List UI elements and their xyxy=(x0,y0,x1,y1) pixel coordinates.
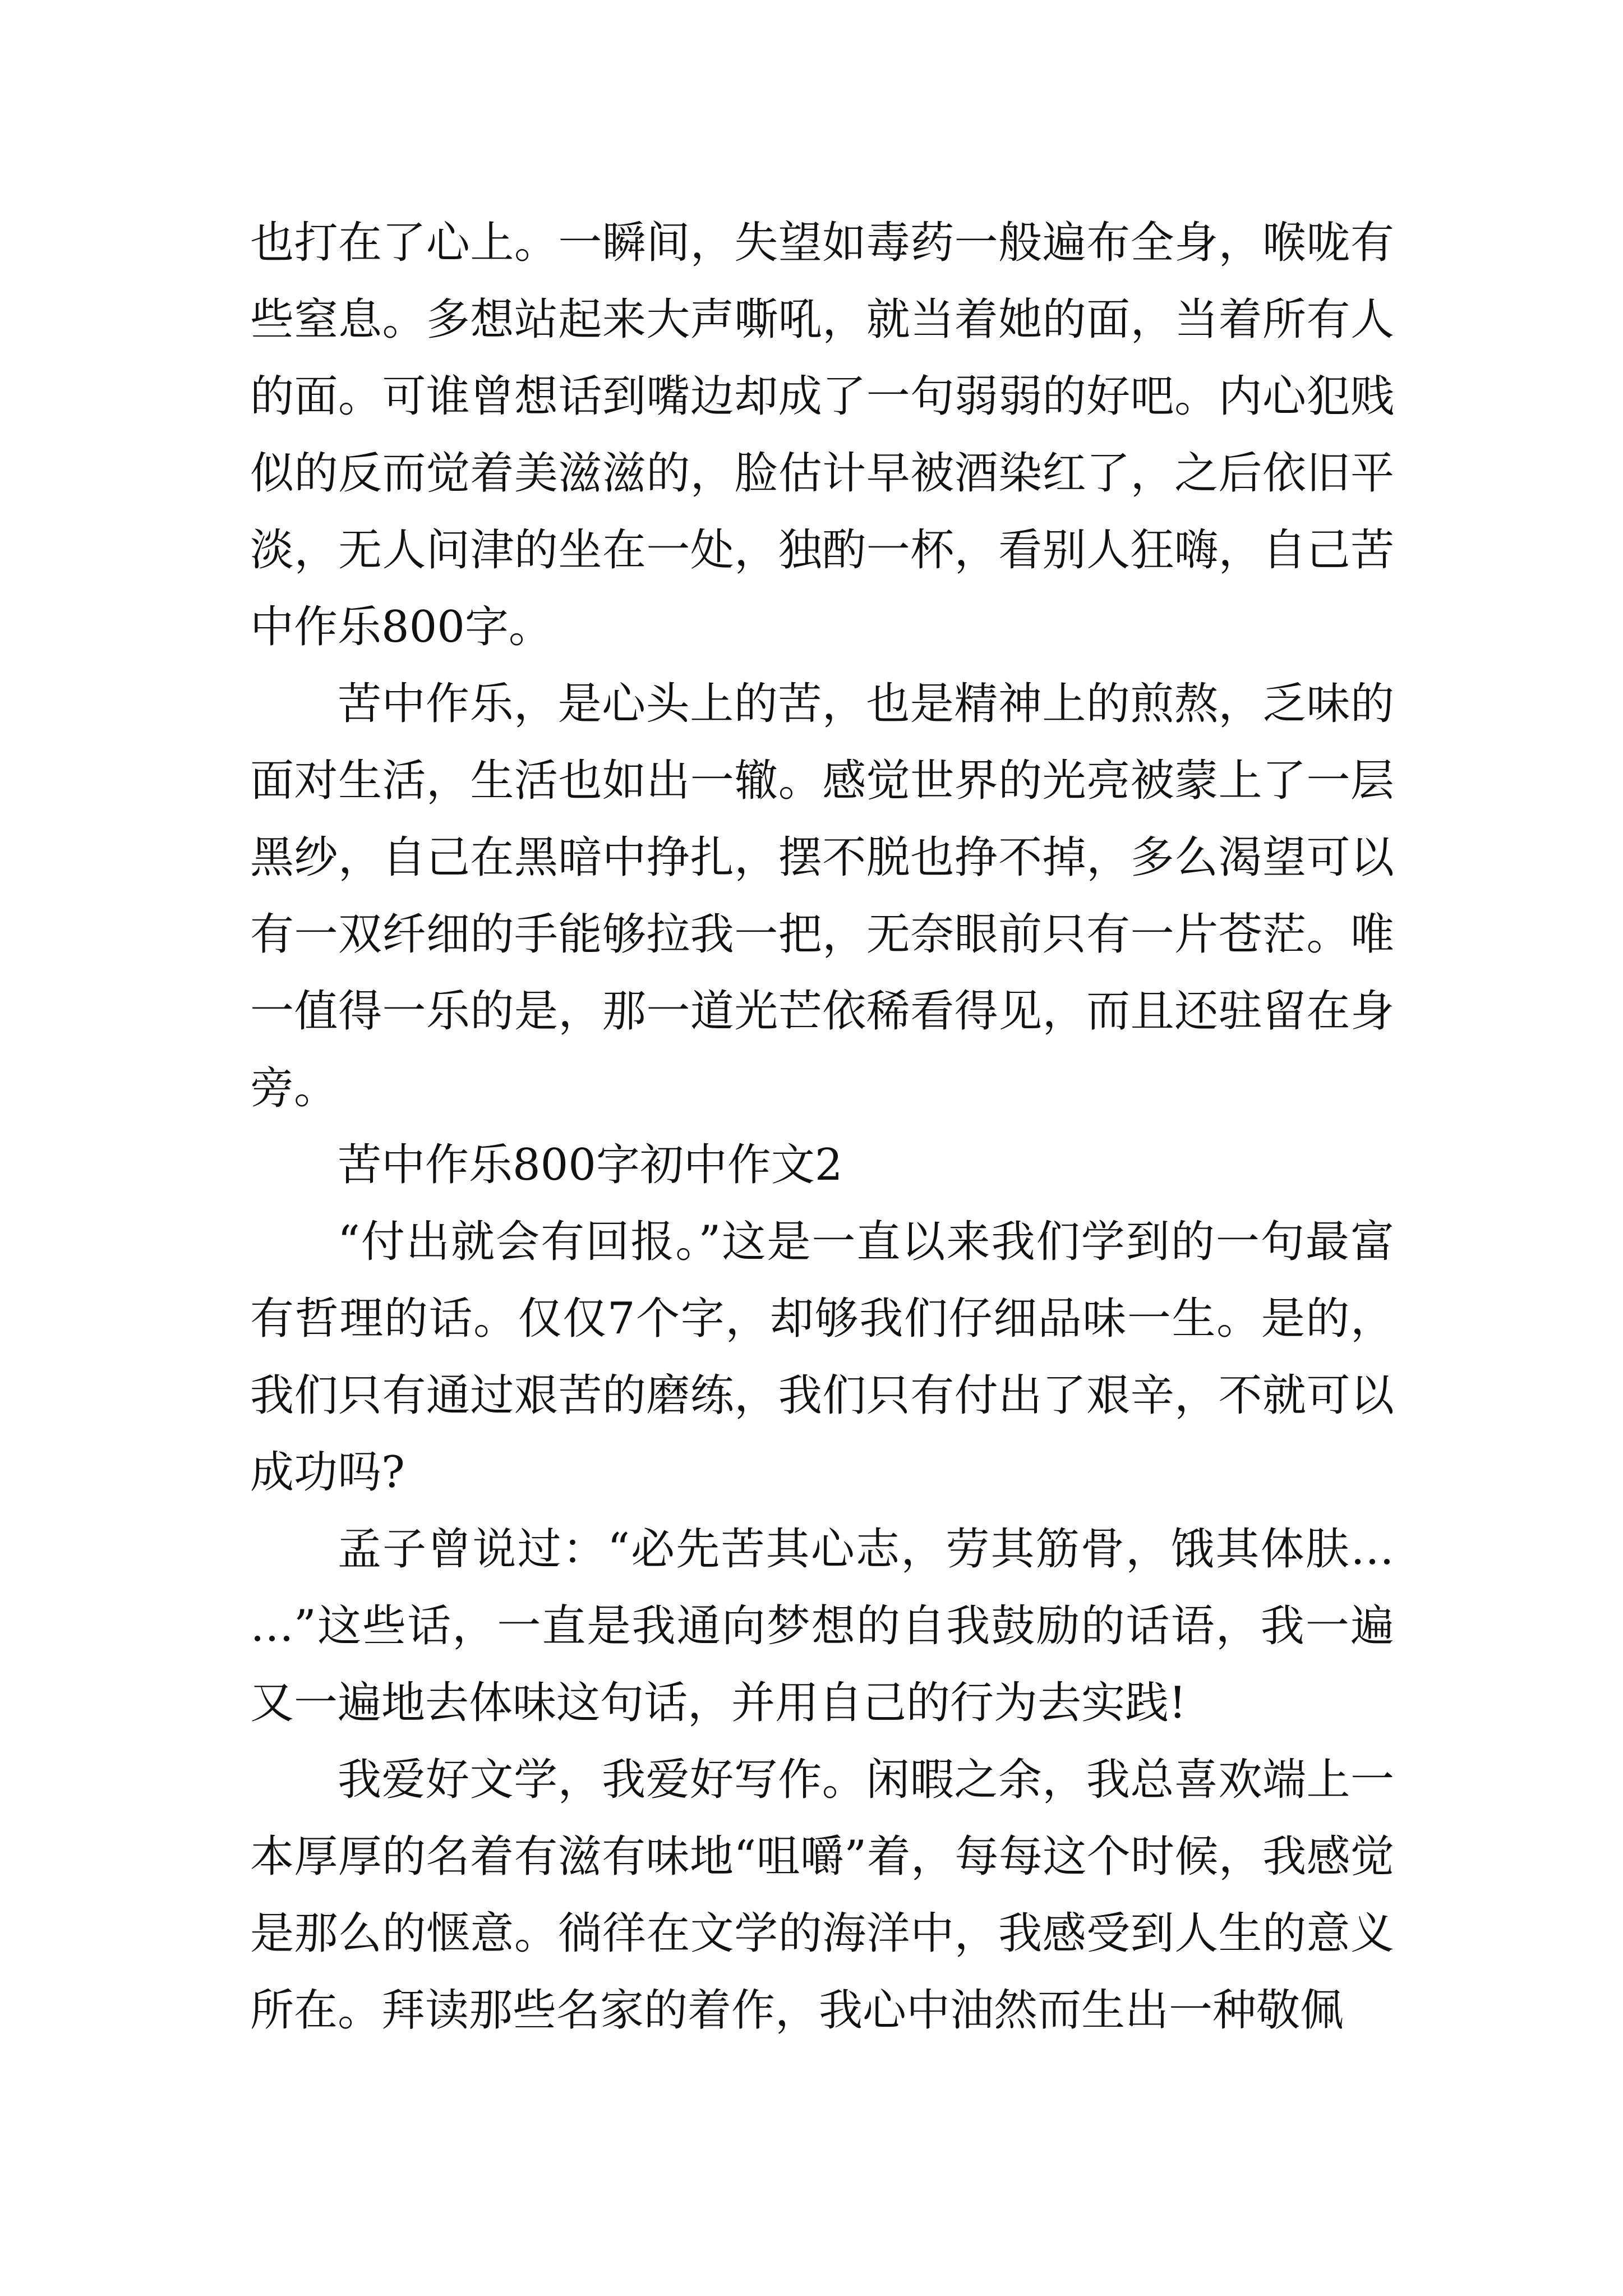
paragraph-3: “付出就会有回报。”这是一直以来我们学到的一句最富有哲理的话。仅仅7个字，却够我们仔细品味一生。是的，我们只有通过艰苦的磨练，我们只有付出了艰辛，不就可以成功吗? xyxy=(250,1217,1394,1498)
paragraph-4: 孟子曾说过：“必先苦其心志，劳其筋骨，饿其体肤……”这些话，一直是我通向梦想的自我鼓励的话语，我一遍又一遍地去体味这句话，并用自己的行为去实践! xyxy=(250,1524,1394,1728)
paragraph-2: 苦中作乐，是心头上的苦，也是精神上的煎熬，乏味的面对生活，生活也如出一辙。感觉世界的光亮被蒙上了一层黑纱，自己在黑暗中挣扎，摆不脱也挣不掉，多么渴望可以有一双纤细的手能够拉我一把，无奈眼前只有一片苍茫。唯一值得一乐的是，那一道光芒依稀看得见，而且还驻留在身旁。 xyxy=(250,679,1394,1114)
paragraph-5: 我爱好文学，我爱好写作。闲暇之余，我总喜欢端上一本厚厚的名着有滋有味地“咀嚼”着，每每这个时候，我感觉是那么的惬意。徜徉在文学的海洋中，我感受到人生的意义所在。拜读那些名家的着作，我心中油然而生出一种敬佩 xyxy=(250,1755,1394,2036)
paragraph-1: 也打在了心上。一瞬间，失望如毒药一般遍布全身，喉咙有些窒息。多想站起来大声嘶吼，就当着她的面，当着所有人的面。可谁曾想话到嘴边却成了一句弱弱的好吧。内心犯贱似的反而觉着美滋滋的，脸估计早被酒染红了，之后依旧平淡，无人问津的坐在一处，独酌一杯，看别人狂嗨，自己苦中作乐800字。 xyxy=(250,218,1394,652)
document-body xyxy=(250,205,1394,2049)
section-heading: 苦中作乐800字初中作文2 xyxy=(338,1140,843,1190)
